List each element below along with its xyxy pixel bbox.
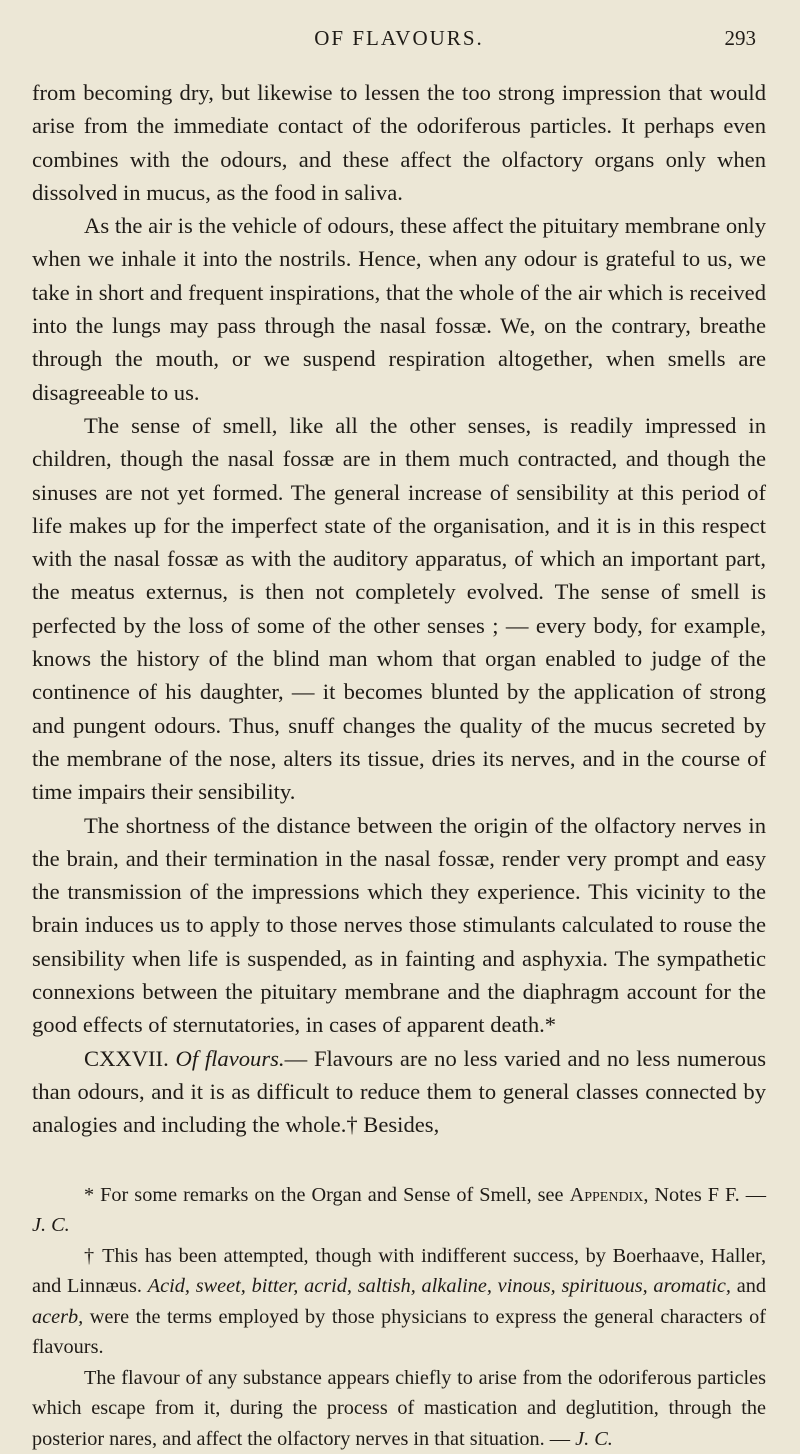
footnote-gap <box>32 1142 766 1180</box>
section-paragraph <box>32 1042 766 1142</box>
paragraph-1: from becoming dry, but likewise to lessen the too strong impression that would arise from the immediate contact of the odoriferous particles. It perhaps even combines with the odours, and these affect the olfactory organs only when dissolved in mucus, as the food in saliva. <box>32 76 766 209</box>
section-text: — Flavours are no less varied and no less numerous than odours, and it is as difficult to reduce them to general classes connected by analogies and including the whole.† Besides, <box>32 1046 766 1138</box>
main-text <box>32 76 766 1142</box>
section-heading: Of flavours. <box>176 1046 285 1071</box>
translator-initials: J. C. <box>32 1214 70 1236</box>
paragraph-4: The shortness of the distance between the origin of the olfactory nerves in the brain, and their termination in the nasal fossæ, render very prompt and easy the transmission of the impressions which they experience. This vicinity to the brain induces us to apply to those nerves those stimulants calculated to rouse the sensibility when life is suspended, as in fainting and asphyxia. The sympathetic connexions between the pituitary membrane and the diaphragm account for the good effects of sternutatories, in cases of apparent death.* <box>32 809 766 1042</box>
footnote-marker: * <box>84 1184 94 1206</box>
section-number: CXXVII. <box>84 1046 169 1071</box>
translator-initials: J. C. <box>575 1428 613 1450</box>
footnote-1: * For some remarks on the Organ and Sense of Smell, see Appendix, Notes F F. — J. C. <box>32 1180 766 1241</box>
running-title: OF FLAVOURS. <box>32 26 766 51</box>
running-head <box>32 26 766 60</box>
footnote-3: The flavour of any substance appears chiefly to arise from the odoriferous particles which escape from it, during the process of mastication and deglutition, through the posterior nares, and affect the olfactory nerves in that situation. — J. C. <box>32 1363 766 1454</box>
page-number: 293 <box>725 26 757 51</box>
appendix-reference: Appendix <box>570 1184 644 1206</box>
footnotes <box>32 1180 766 1454</box>
paragraph-3: The sense of smell, like all the other senses, is readily impressed in children, though the nasal fossæ are in them much contracted, and though the sinuses are not yet formed. The general increase of sensibility at this period of life makes up for the imperfect state of the organisation, and it is in this respect with the nasal fossæ as with the auditory apparatus, of which an important part, the meatus externus, is then not completely evolved. The sense of smell is perfected by the loss of some of the other senses ; — every body, for example, knows the history of the blind man whom that organ enabled to judge of the continence of his daughter, — it becomes blunted by the application of strong and pungent odours. Thus, snuff changes the quality of the mucus secreted by the membrane of the nose, alters its tissue, dries its nerves, and in the course of time impairs their sensibility. <box>32 409 766 809</box>
flavour-term-acerb: acerb, <box>32 1306 83 1328</box>
paragraph-2: As the air is the vehicle of odours, these affect the pituitary membrane only when we inhale it into the nostrils. Hence, when any odour is grateful to us, we take in short and frequent inspirations, that the whole of the air which is received into the lungs may pass through the nasal fossæ. We, on the contrary, breathe through the mouth, or we suspend respiration altogether, when smells are disagreeable to us. <box>32 209 766 409</box>
footnote-marker: † <box>84 1245 96 1267</box>
footnote-2: † This has been attempted, though with indifferent success, by Boerhaave, Haller, and Linnæus. Acid, sweet, bitter, acrid, saltish, alkaline, vinous, spirituous, aromatic, and acerb, were the terms employed by those physicians to express the general characters of flavours. <box>32 1241 766 1363</box>
flavour-terms: Acid, sweet, bitter, acrid, saltish, alkaline, vinous, spirituous, aromatic, <box>148 1275 731 1297</box>
